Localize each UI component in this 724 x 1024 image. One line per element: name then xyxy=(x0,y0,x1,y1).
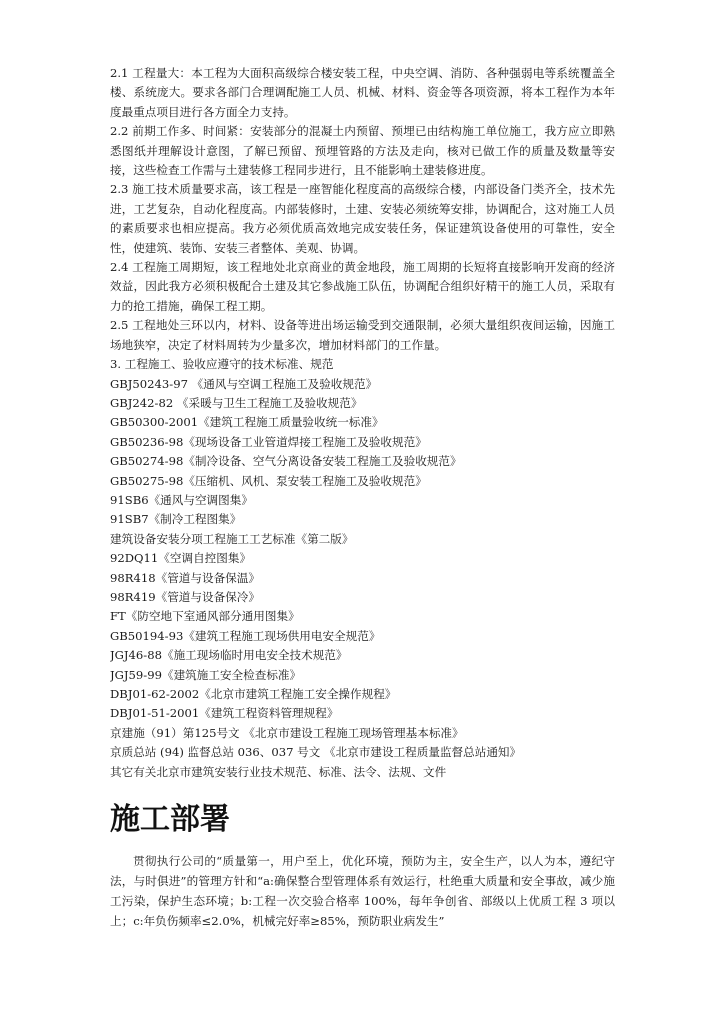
standard-item: 91SB6《通风与空调图集》 xyxy=(110,492,253,507)
standard-item: DBJ01-51-2001《建筑工程资料管理规程》 xyxy=(110,706,339,721)
standard-item: 建筑设备安装分项工程施工工艺标准《第二版》 xyxy=(110,531,354,546)
standard-item: GBJ50243-97 《通风与空调工程施工及验收规范》 xyxy=(110,376,378,391)
document-body xyxy=(110,64,615,782)
paragraph-2-1: 2.1 工程量大：本工程为大面积高级综合楼安装工程，中央空调、消防、各种强弱电等系统覆盖全楼、系统庞大。要求各部门合理调配施工人员、机械、材料、资金等各项资源，将本工程作为本年度最重点项目进行各方面全力支持。 xyxy=(110,66,615,119)
section-intro-paragraph: 贯彻执行公司的“质量第一，用户至上，优化环境，预防为主，安全生产，以人为本，遵纪守法，与时俱进”的管理方针和“a:确保整合型管理体系有效运行，杜绝重大质量和安全事故，减少施工污染，保护生态环境；b:工程一次交验合格率 100%，每年争创省、部级以上优质工程 3 项以上；c:年负伤频率≤2.0%，机械完好率≥85%，预防职业病发生” xyxy=(110,854,615,928)
standard-item: 京质总站 (94) 监督总站 036、037 号文 《北京市建设工程质量监督总站通知》 xyxy=(110,745,522,760)
standards-list xyxy=(110,375,615,783)
standard-item: GB50236-98《现场设备工业管道焊接工程施工及验收规范》 xyxy=(110,434,427,449)
standard-item: DBJ01-62-2002《北京市建筑工程施工安全操作规程》 xyxy=(110,687,397,701)
paragraph-2-2: 2.2 前期工作多、时间紧：安装部分的混凝土内预留、预埋已由结构施工单位施工，我方应立即熟悉图纸并理解设计意图，了解已预留、预埋管路的方法及走向，核对已做工作的质量及数量等安接，这些检查工作需与土建装修工程同步进行，且不能影响土建装修进度。 xyxy=(110,124,615,178)
standard-item: GB50194-93《建筑工程施工现场供用电安全规范》 xyxy=(110,628,381,643)
standard-item: 京建施（91）第125号文 《北京市建设工程施工现场管理基本标准》 xyxy=(110,725,464,740)
section-heading: 施工部署 xyxy=(110,802,230,837)
standard-item: 91SB7《制冷工程图集》 xyxy=(110,512,242,527)
standard-item: 98R418《管道与设备保温》 xyxy=(110,570,260,585)
subsection-heading-standards: 3. 工程施工、验收应遵守的技术标准、规范 xyxy=(110,357,334,372)
paragraph-2-4: 2.4 工程施工周期短，该工程地处北京商业的黄金地段，施工周期的长短将直接影响开发商的经济效益，因此我方必须积极配合土建及其它参战施工队伍，协调配合组织好精干的施工人员，采取有力的抢工措施，确保工程工期。 xyxy=(110,260,615,313)
standard-item: 其它有关北京市建筑安装行业技术规范、标准、法令、法规、文件 xyxy=(110,764,447,779)
paragraph-2-5: 2.5 工程地处三环以内，材料、设备等进出场运输受到交通限制，必须大量组织夜间运输，因施工场地狭窄，决定了材料周转为少量多次，增加材料部门的工作量。 xyxy=(110,318,615,352)
standard-item: GBJ242-82 《采暖与卫生工程施工及验收规范》 xyxy=(110,395,363,410)
standard-item: 92DQ11《空调自控图集》 xyxy=(110,551,252,566)
standard-item: GB50275-98《压缩机、风机、泵安装工程施工及验收规范》 xyxy=(110,473,427,488)
standard-item: GB50274-98《制冷设备、空气分离设备安装工程施工及验收规范》 xyxy=(110,454,462,469)
standard-item: JGJ59-99《建筑施工安全检查标准》 xyxy=(110,667,302,682)
standard-item: 98R419《管道与设备保冷》 xyxy=(110,589,260,604)
standard-item: GB50300-2001《建筑工程施工质量验收统一标准》 xyxy=(110,415,384,430)
standard-item: JGJ46-88《施工现场临时用电安全技术规范》 xyxy=(110,648,348,663)
standard-item: FT《防空地下室通风部分通用图集》 xyxy=(110,609,300,624)
paragraph-2-3: 2.3 施工技术质量要求高，该工程是一座智能化程度高的高级综合楼，内部设备门类齐全，技术先进，工艺复杂，自动化程度高。内部装修时，土建、安装必须统筹安排，协调配合，这对施工人员的素质要求也相应提高。我方必须优质高效地完成安装任务，保证建筑设备使用的可靠性，安全性，使建筑、装饰、安装三者整体、美观、协调。 xyxy=(110,182,615,255)
